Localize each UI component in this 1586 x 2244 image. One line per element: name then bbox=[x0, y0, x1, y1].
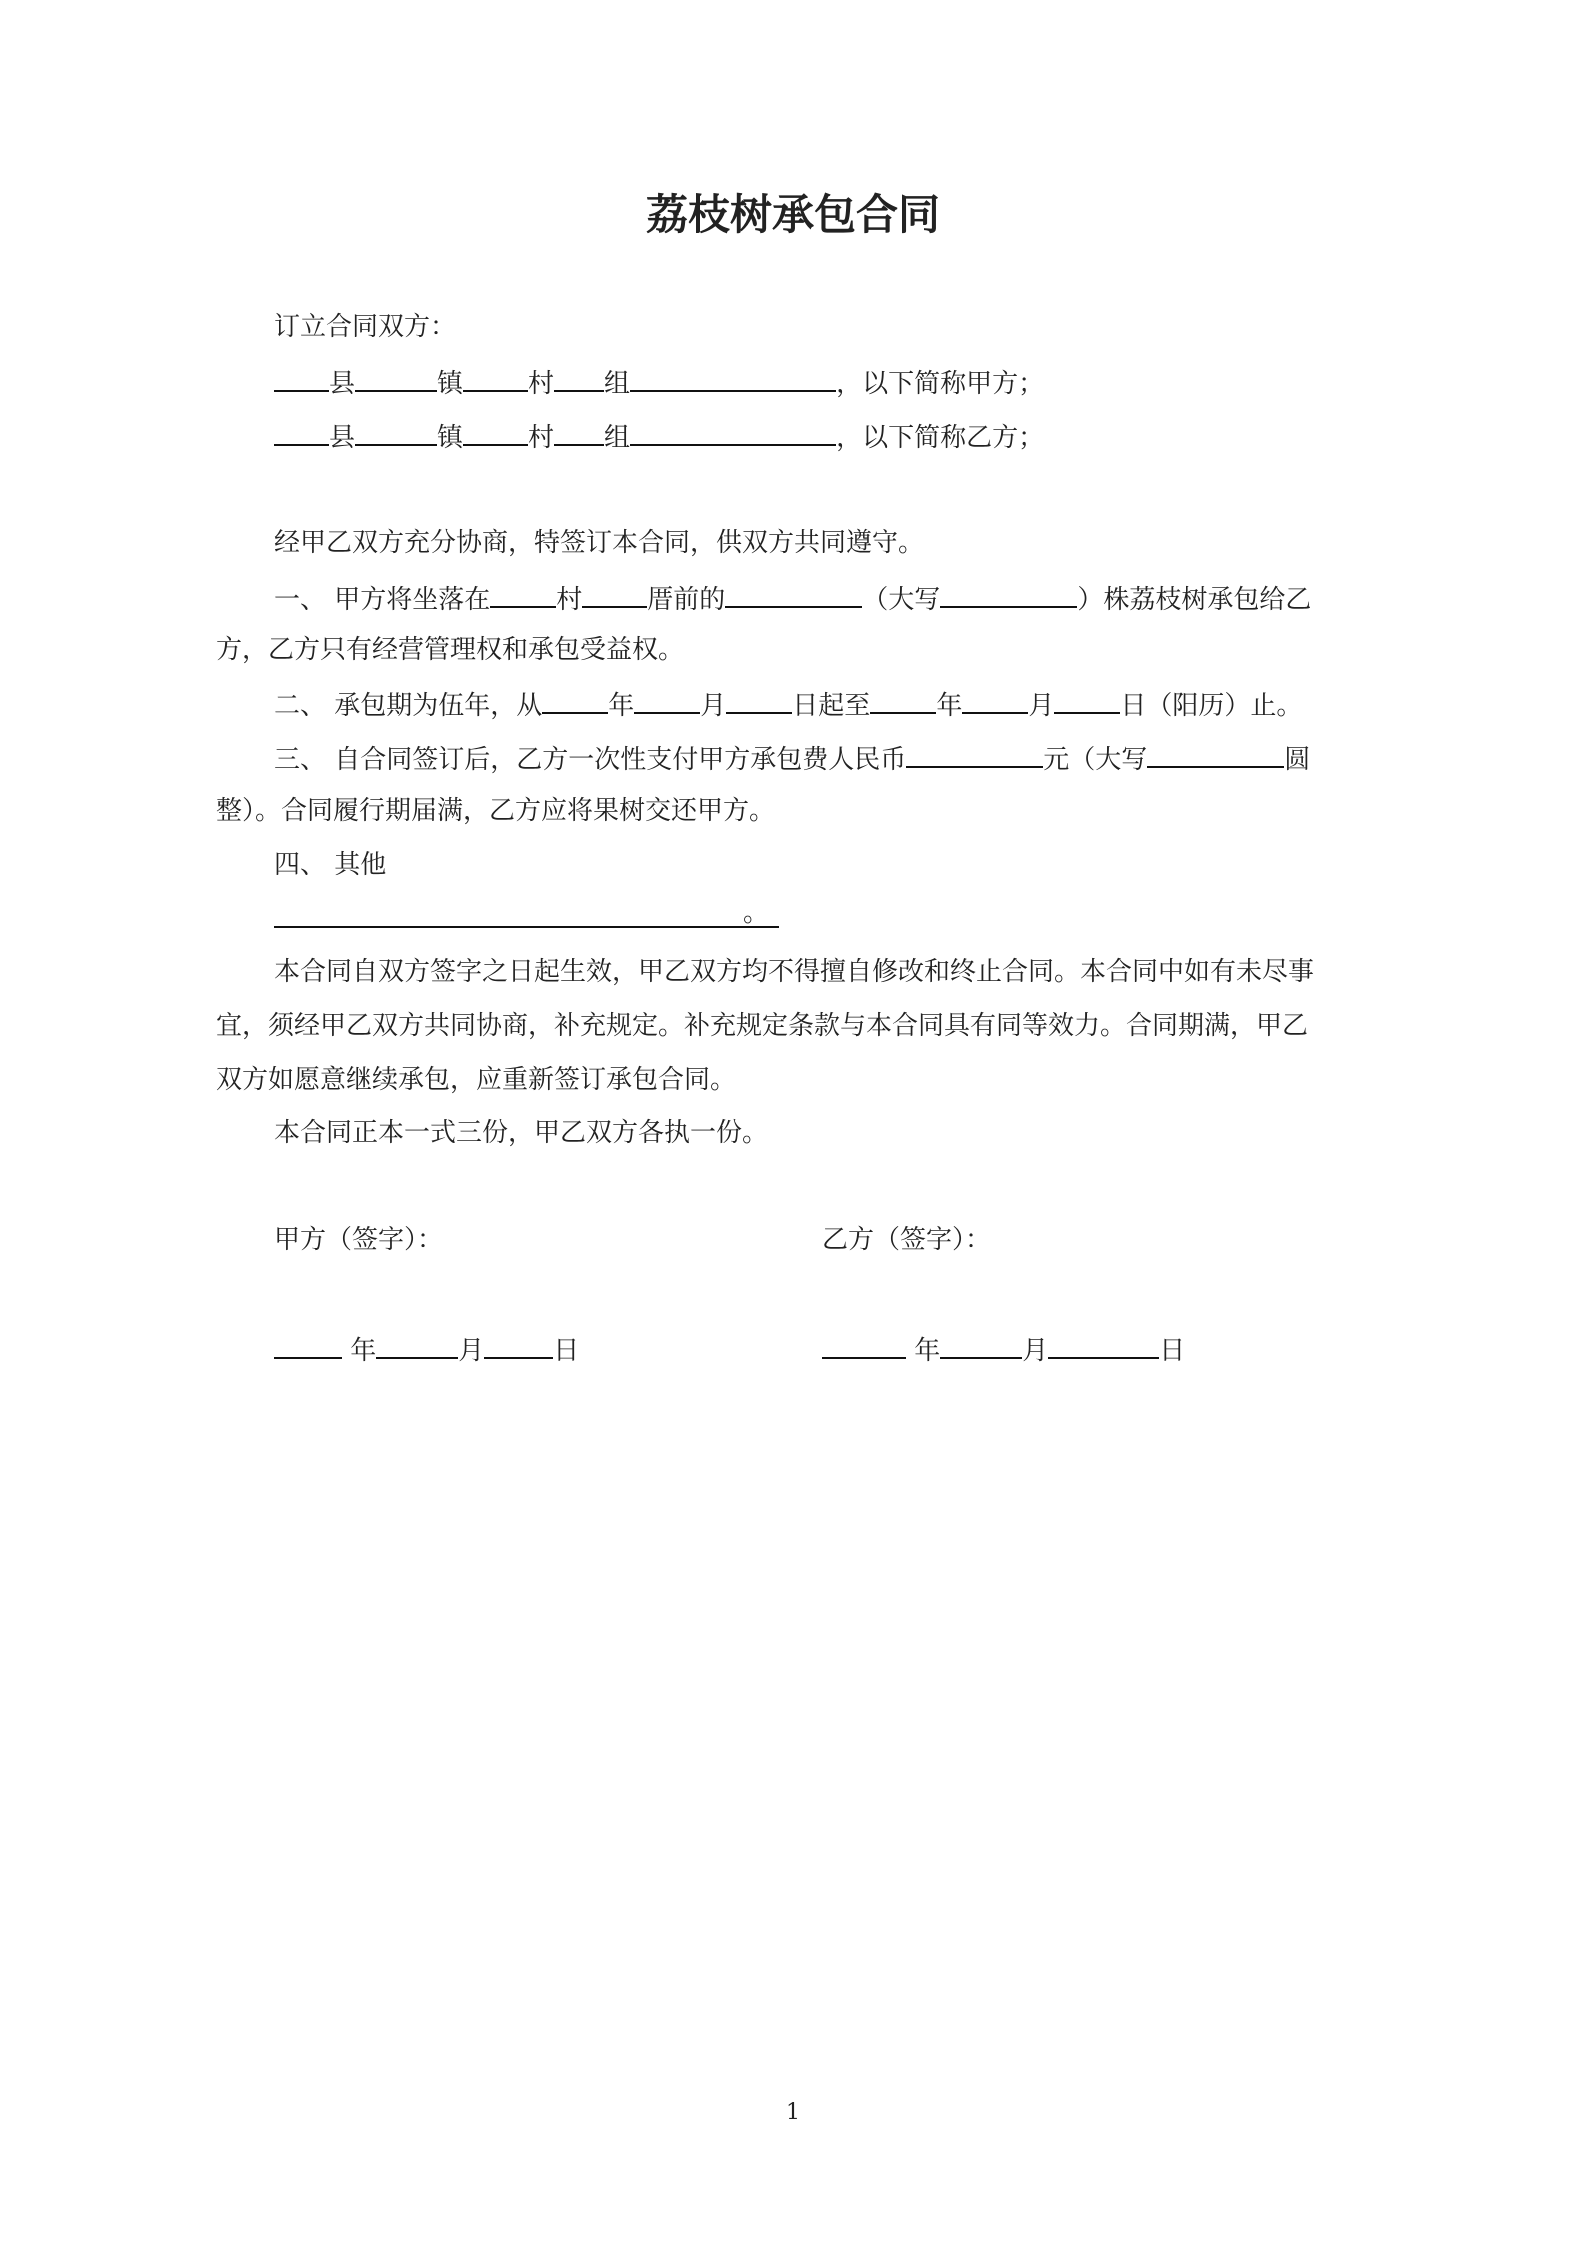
county-blank[interactable] bbox=[274, 418, 329, 446]
clause-1-cont: 方，乙方只有经营管理权和承包受益权。 bbox=[216, 635, 685, 665]
text: 厝前的 bbox=[647, 585, 726, 615]
clause-2 bbox=[274, 686, 1302, 723]
party-b-date bbox=[822, 1331, 1185, 1368]
party-a-date bbox=[274, 1331, 579, 1368]
text: 三、 自合同签订后，乙方一次性支付甲方承包费人民币 bbox=[274, 745, 907, 775]
blank[interactable] bbox=[490, 580, 556, 608]
month-blank[interactable] bbox=[940, 1331, 1022, 1359]
blank[interactable] bbox=[582, 580, 647, 608]
text: 年 bbox=[936, 691, 963, 721]
text: 元（大写 bbox=[1043, 745, 1148, 775]
intro: 经甲乙双方充分协商，特签订本合同，供双方共同遵守。 bbox=[274, 528, 925, 558]
county-blank[interactable] bbox=[274, 364, 329, 392]
label: ，以下简称甲方； bbox=[836, 369, 1045, 399]
label: 县 bbox=[329, 369, 356, 399]
blank[interactable] bbox=[962, 686, 1028, 714]
page-number: 1 bbox=[786, 2100, 800, 2125]
party-a-line bbox=[274, 364, 1044, 401]
blank[interactable] bbox=[542, 686, 608, 714]
label: 县 bbox=[329, 423, 356, 453]
blank[interactable] bbox=[726, 686, 792, 714]
village-blank[interactable] bbox=[463, 364, 528, 392]
text: 村 bbox=[556, 585, 583, 615]
text: （大写 bbox=[862, 585, 941, 615]
town-blank[interactable] bbox=[355, 364, 437, 392]
year-blank[interactable] bbox=[822, 1331, 906, 1359]
label: 村 bbox=[528, 369, 555, 399]
village-blank[interactable] bbox=[463, 418, 528, 446]
text: 圆 bbox=[1284, 745, 1311, 775]
text: 日起至 bbox=[792, 691, 871, 721]
parties-heading: 订立合同双方： bbox=[274, 312, 457, 342]
label: 村 bbox=[528, 423, 555, 453]
name-blank[interactable] bbox=[630, 418, 836, 446]
day-blank[interactable] bbox=[484, 1331, 553, 1359]
fee-blank[interactable] bbox=[906, 740, 1043, 768]
paragraph-line: 双方如愿意继续承包，应重新签订承包合同。 bbox=[216, 1065, 737, 1095]
copies-note: 本合同正本一式三份，甲乙双方各执一份。 bbox=[274, 1118, 769, 1148]
clause-1 bbox=[274, 580, 1311, 617]
tree-count-words-blank[interactable] bbox=[940, 580, 1077, 608]
text: 月 bbox=[700, 691, 727, 721]
label: 镇 bbox=[437, 369, 464, 399]
clause-4-heading: 四、 其他 bbox=[274, 850, 387, 880]
label: ，以下简称乙方； bbox=[836, 423, 1045, 453]
town-blank[interactable] bbox=[355, 418, 437, 446]
text: 。 bbox=[742, 898, 769, 928]
blank[interactable] bbox=[870, 686, 936, 714]
clause-3-cont: 整）。合同履行期届满，乙方应将果树交还甲方。 bbox=[216, 796, 776, 826]
day-blank[interactable] bbox=[1048, 1331, 1159, 1359]
document-title: 荔枝树承包合同 bbox=[645, 190, 940, 239]
label: 组 bbox=[604, 423, 631, 453]
blank[interactable] bbox=[1054, 686, 1120, 714]
name-blank[interactable] bbox=[630, 364, 836, 392]
month-blank[interactable] bbox=[376, 1331, 458, 1359]
fee-words-blank[interactable] bbox=[1147, 740, 1284, 768]
text: 二、 承包期为伍年，从 bbox=[274, 691, 543, 721]
party-b-line bbox=[274, 418, 1044, 455]
tree-count-blank[interactable] bbox=[725, 580, 862, 608]
clause-3 bbox=[274, 740, 1310, 777]
text: 年 bbox=[914, 1336, 941, 1366]
text: 月 bbox=[458, 1336, 485, 1366]
text: 日 bbox=[1159, 1336, 1186, 1366]
paragraph-line: 宜，须经甲乙双方共同协商，补充规定。补充规定条款与本合同具有同等效力。合同期满，甲乙 bbox=[216, 1011, 1309, 1041]
text: ）株荔枝树承包给乙 bbox=[1077, 585, 1312, 615]
text: 一、 甲方将坐落在 bbox=[274, 585, 491, 615]
party-a-signature-label: 甲方（签字）： bbox=[274, 1225, 444, 1255]
text: 日 bbox=[553, 1336, 580, 1366]
other-terms-blank[interactable] bbox=[274, 900, 779, 928]
text: 年 bbox=[608, 691, 635, 721]
text: 日（阳历）止。 bbox=[1120, 691, 1303, 721]
label: 组 bbox=[604, 369, 631, 399]
group-blank[interactable] bbox=[554, 418, 604, 446]
party-b-signature-label: 乙方（签字）： bbox=[822, 1225, 992, 1255]
paragraph-line: 本合同自双方签字之日起生效，甲乙双方均不得擅自修改和终止合同。本合同中如有未尽事 bbox=[274, 957, 1315, 987]
blank[interactable] bbox=[634, 686, 700, 714]
text: 月 bbox=[1022, 1336, 1049, 1366]
text: 月 bbox=[1028, 691, 1055, 721]
group-blank[interactable] bbox=[554, 364, 604, 392]
label: 镇 bbox=[437, 423, 464, 453]
clause-4-blank-line bbox=[274, 900, 779, 937]
year-blank[interactable] bbox=[274, 1331, 342, 1359]
text: 年 bbox=[350, 1336, 377, 1366]
